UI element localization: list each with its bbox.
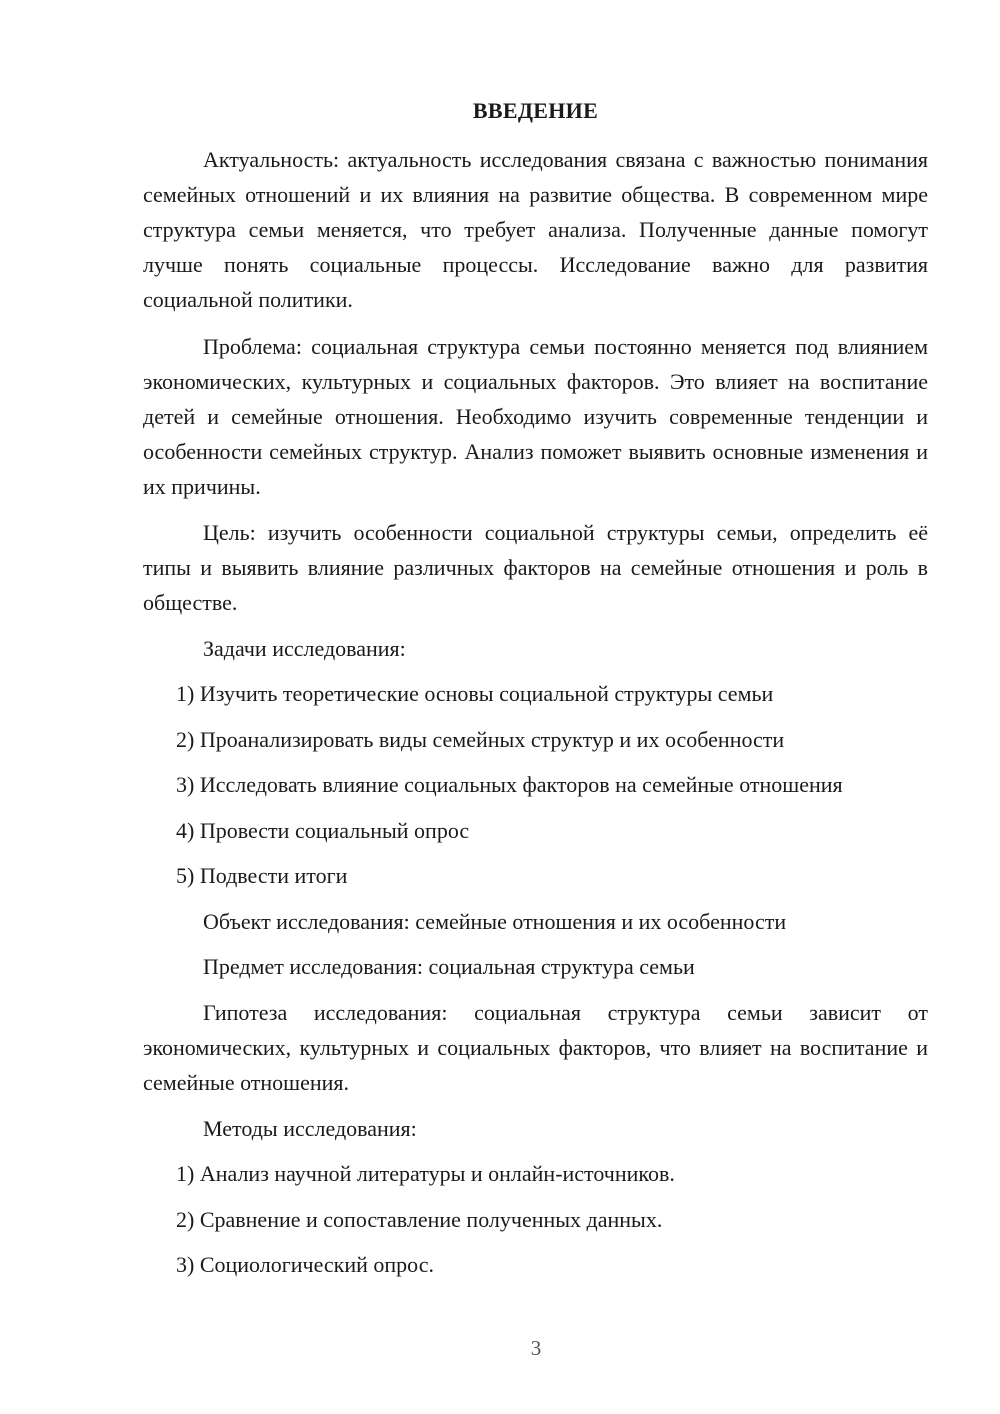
- method-item: 3) Социологический опрос.: [176, 1252, 434, 1277]
- task-item: 4) Провести социальный опрос: [176, 818, 470, 843]
- task-item: 3) Исследовать влияние социальных факторов на семейные отношения: [176, 772, 843, 797]
- problem-paragraph: Проблема: социальная структура семьи постоянно меняется под влиянием экономических, культурных и социальных факторов. Это влияет на воспитание детей и семейные отношения. Необходимо изучить современные тенденции и особенности семейных структур. Анализ поможет выявить основные изменения и их причины.: [143, 334, 928, 499]
- task-item: 5) Подвести итоги: [176, 863, 348, 888]
- tasks-heading: Задачи исследования:: [203, 636, 406, 661]
- relevance-paragraph: Актуальность: актуальность исследования связана с важностью понимания семейных отношений и их влияния на развитие общества. В современном мире структура семьи меняется, что требует анализа. Полученные данные помогут лучше понять социальные процессы. Исследование важно для развития социальной политики.: [143, 147, 928, 312]
- goal-paragraph: Цель: изучить особенности социальной структуры семьи, определить её типы и выявить влияние различных факторов на семейные отношения и роль в обществе.: [143, 520, 928, 615]
- page-number: 3: [530, 1336, 542, 1360]
- object-line: Объект исследования: семейные отношения и их особенности: [203, 909, 787, 934]
- methods-heading: Методы исследования:: [203, 1116, 417, 1141]
- method-item: 2) Сравнение и сопоставление полученных данных.: [176, 1207, 663, 1232]
- task-item: 1) Изучить теоретические основы социальной структуры семьи: [176, 681, 774, 706]
- hypothesis-paragraph: Гипотеза исследования: социальная структура семьи зависит от экономических, культурных и социальных факторов, что влияет на воспитание и семейные отношения.: [143, 1000, 928, 1095]
- method-item: 1) Анализ научной литературы и онлайн-источников.: [176, 1161, 675, 1186]
- task-item: 2) Проанализировать виды семейных структур и их особенности: [176, 727, 785, 752]
- section-title: ВВЕДЕНИЕ: [472, 98, 599, 123]
- subject-line: Предмет исследования: социальная структура семьи: [203, 954, 695, 979]
